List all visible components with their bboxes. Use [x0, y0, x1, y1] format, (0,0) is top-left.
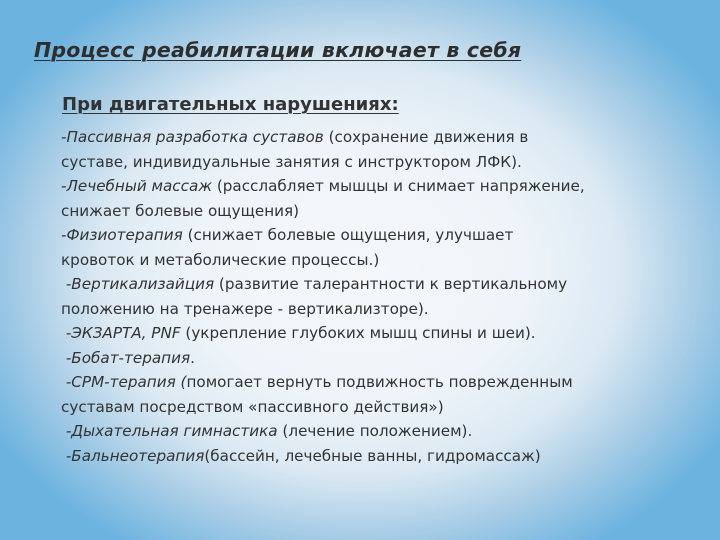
- list-item-line: [61, 321, 711, 346]
- list-item: [61, 444, 711, 469]
- list-item-line: [61, 272, 711, 297]
- list-item-line: [61, 370, 711, 395]
- therapy-description: суставам посредством «пассивного действия»): [61, 397, 444, 416]
- therapy-description: снижает болевые ощущения): [61, 201, 300, 220]
- therapy-description: (расслабляет мышцы и снимает напряжение,: [212, 177, 585, 195]
- therapy-term: -Лечебный массаж: [61, 177, 212, 195]
- therapy-description: кровоток и метаболические процессы.): [61, 250, 380, 269]
- therapy-description: .: [190, 348, 195, 367]
- therapy-term: -ЭКЗАРТА, PNF: [61, 324, 181, 342]
- list-item: [61, 419, 711, 444]
- therapy-description: (бассейн, лечебные ванны, гидромассаж): [204, 446, 541, 465]
- list-item-line: [61, 395, 711, 420]
- list-item-line: [61, 125, 711, 150]
- list-item: [61, 174, 711, 223]
- therapy-description: (сохранение движения в: [323, 128, 529, 146]
- list-item: [61, 223, 711, 272]
- therapy-description: суставе, индивидуальные занятия с инструктором ЛФК).: [61, 152, 522, 171]
- list-item-line: [61, 419, 711, 444]
- list-item-line: [61, 150, 711, 175]
- slide-title: Процесс реабилитации включает в себя: [34, 38, 522, 62]
- therapy-term: -Физиотерапия: [61, 226, 183, 244]
- list-item-line: [61, 223, 711, 248]
- list-item-line: [61, 248, 711, 273]
- therapy-term: -Вертикализайция: [61, 275, 215, 293]
- therapy-description: помогает вернуть подвижность поврежденным: [186, 373, 573, 391]
- list-item-line: [61, 444, 711, 469]
- therapy-term: -Пассивная разработка суставов: [61, 128, 324, 146]
- list-item-line: [61, 199, 711, 224]
- slide-subtitle: При двигательных нарушениях:: [62, 94, 399, 115]
- therapy-description: (лечение положением).: [277, 422, 473, 440]
- therapy-description: положению на тренажере - вертикализторе).: [61, 299, 429, 318]
- therapy-term: -Бобат-терапия: [61, 348, 191, 367]
- list-item: [61, 370, 711, 419]
- therapy-description: (развитие талерантности к вертикальному: [214, 275, 568, 293]
- therapy-description: (снижает болевые ощущения, улучшает: [182, 226, 514, 244]
- therapy-term: -CPM-терапия (: [61, 373, 187, 391]
- list-item-line: [61, 174, 711, 199]
- therapy-term: -Бальнеотерапия: [61, 446, 205, 465]
- list-item-line: [61, 297, 711, 322]
- list-item-line: [61, 346, 711, 371]
- rehab-list: [61, 125, 711, 468]
- list-item: [61, 321, 711, 346]
- list-item: [61, 125, 711, 174]
- list-item: [61, 272, 711, 321]
- list-item: [61, 346, 711, 371]
- therapy-description: (укрепление глубоких мышц спины и шеи).: [180, 324, 536, 342]
- therapy-term: -Дыхательная гимнастика: [61, 422, 278, 440]
